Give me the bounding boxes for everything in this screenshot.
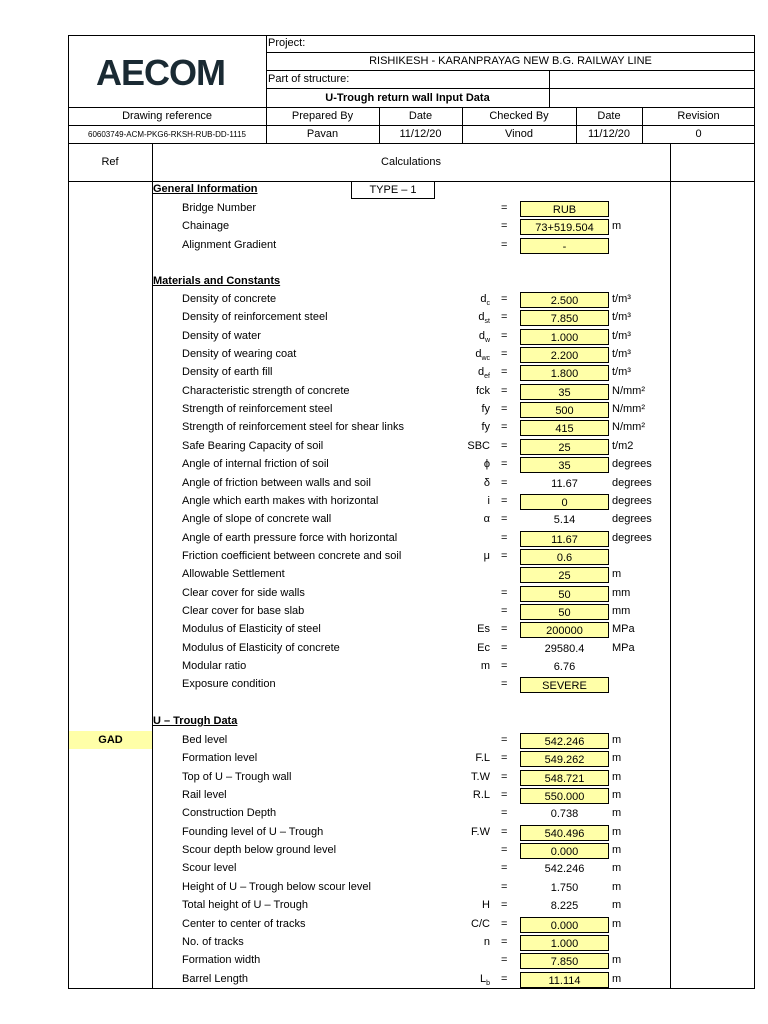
row-label: Angle which earth makes with horizontal bbox=[182, 494, 379, 507]
row-input-value: - bbox=[520, 238, 609, 254]
col-prepared-by: Prepared By bbox=[291, 110, 354, 122]
row-computed-value: 11.67 bbox=[551, 477, 578, 490]
row-symbol: Es bbox=[477, 623, 490, 636]
row-input-value: 0.000 bbox=[520, 843, 609, 859]
checked-by-value: Vinod bbox=[505, 128, 533, 140]
row-label: Top of U – Trough wall bbox=[182, 770, 292, 783]
row-symbol: α bbox=[483, 513, 490, 526]
col-drawing-reference: Drawing reference bbox=[122, 110, 212, 122]
row-equals: = bbox=[501, 935, 508, 948]
row-symbol: μ bbox=[483, 549, 490, 562]
row-symbol: fck bbox=[475, 384, 490, 397]
row-unit: t/m³ bbox=[612, 329, 631, 342]
row-computed-value: 0.738 bbox=[550, 808, 579, 821]
row-input-value: 500 bbox=[520, 402, 609, 418]
row-unit: mm bbox=[612, 604, 631, 617]
row-input-value: 415 bbox=[520, 420, 609, 436]
row-equals: = bbox=[501, 476, 508, 489]
row-equals: = bbox=[501, 844, 508, 857]
row-computed-value: 542.246 bbox=[544, 863, 585, 876]
row-symbol: F.W bbox=[471, 825, 490, 838]
row-label: Strength of reinforcement steel bbox=[182, 403, 333, 416]
row-label: No. of tracks bbox=[182, 935, 244, 948]
row-label: Safe Bearing Capacity of soil bbox=[182, 439, 324, 452]
prepared-date-value: 11/12/20 bbox=[399, 128, 442, 140]
row-equals: = bbox=[501, 439, 508, 452]
row-label: Center to center of tracks bbox=[182, 917, 306, 930]
row-unit: N/mm² bbox=[612, 403, 645, 416]
row-unit: m bbox=[612, 899, 622, 912]
row-symbol: R.L bbox=[472, 789, 490, 802]
row-unit: m bbox=[612, 862, 622, 875]
row-label: Formation width bbox=[182, 954, 261, 967]
row-label: Angle of earth pressure force with horizontal bbox=[182, 531, 398, 544]
row-label: Bed level bbox=[182, 734, 228, 746]
revision-value: 0 bbox=[695, 128, 702, 140]
row-label: Scour depth below ground level bbox=[182, 844, 337, 857]
row-unit: t/m³ bbox=[612, 348, 631, 361]
row-input-value: 35 bbox=[520, 384, 609, 400]
row-unit: degrees bbox=[612, 458, 652, 471]
row-label: Barrel Length bbox=[182, 972, 249, 985]
project-name: RISHIKESH - KARANPRAYAG NEW B.G. RAILWAY LINE bbox=[369, 55, 652, 67]
row-input-value: 0.6 bbox=[520, 549, 609, 565]
row-equals: = bbox=[501, 311, 508, 324]
row-unit: m bbox=[612, 568, 622, 581]
row-label: Friction coefficient between concrete and soil bbox=[182, 549, 402, 562]
row-input-value: 2.200 bbox=[520, 347, 609, 363]
row-unit: degrees bbox=[612, 494, 652, 507]
row-label: Density of earth fill bbox=[182, 366, 273, 379]
row-unit: t/m³ bbox=[612, 293, 631, 305]
row-equals: = bbox=[501, 348, 508, 361]
row-computed-value: 1.750 bbox=[550, 881, 579, 894]
row-symbol: $d_c$ bbox=[480, 293, 490, 308]
row-input-value: 50 bbox=[520, 586, 609, 602]
row-input-value: 200000 bbox=[520, 622, 609, 638]
row-symbol: fy bbox=[481, 421, 490, 434]
row-computed-value: 5.14 bbox=[553, 514, 576, 527]
row-unit: m bbox=[612, 789, 622, 802]
row-computed-value: 29580.4 bbox=[544, 642, 585, 655]
row-input-value: 25 bbox=[520, 567, 609, 583]
row-label: Alignment Gradient bbox=[182, 238, 277, 251]
row-equals: = bbox=[501, 220, 508, 233]
row-equals: = bbox=[501, 825, 508, 838]
row-symbol: $L_b$ bbox=[479, 972, 490, 987]
row-symbol: C/C bbox=[471, 917, 490, 930]
row-unit: degrees bbox=[612, 531, 652, 544]
part-of-structure-label: Part of structure: bbox=[268, 73, 350, 85]
row-unit: m bbox=[612, 954, 622, 967]
row-input-value: 2.500 bbox=[520, 292, 609, 308]
row-label: Exposure condition bbox=[182, 678, 276, 691]
row-label: Density of concrete bbox=[182, 293, 277, 305]
row-symbol: T.W bbox=[471, 770, 490, 783]
row-unit: t/m³ bbox=[612, 366, 631, 379]
row-symbol: fy bbox=[481, 403, 490, 416]
row-unit: m bbox=[612, 972, 622, 985]
gad-ref-tag: GAD bbox=[69, 731, 152, 749]
row-input-value: 0.000 bbox=[520, 917, 609, 933]
row-equals: = bbox=[501, 494, 508, 507]
row-input-value: SEVERE bbox=[520, 677, 609, 693]
row-label: Clear cover for base slab bbox=[182, 604, 305, 617]
row-unit: m bbox=[612, 844, 622, 857]
row-equals: = bbox=[501, 531, 508, 544]
row-unit: degrees bbox=[612, 513, 652, 526]
row-label: Bridge Number bbox=[182, 202, 256, 214]
section-general-information: General Information bbox=[153, 183, 258, 195]
row-equals: = bbox=[501, 641, 508, 654]
row-label: Angle of internal friction of soil bbox=[182, 458, 329, 471]
row-label: Scour level bbox=[182, 862, 237, 875]
row-unit: m bbox=[612, 752, 622, 765]
row-input-value: 7.850 bbox=[520, 953, 609, 969]
row-equals: = bbox=[501, 421, 508, 434]
prepared-by-value: Pavan bbox=[306, 128, 339, 140]
row-input-value: 11.67 bbox=[520, 531, 609, 547]
row-label: Construction Depth bbox=[182, 807, 277, 820]
row-symbol: m bbox=[480, 660, 490, 672]
row-equals: = bbox=[501, 384, 508, 397]
row-equals: = bbox=[501, 678, 508, 691]
col-revision: Revision bbox=[677, 110, 720, 122]
row-equals: = bbox=[501, 549, 508, 562]
row-unit: mm bbox=[612, 586, 631, 599]
row-symbol: Ec bbox=[477, 641, 490, 654]
row-computed-value: 8.225 bbox=[550, 900, 579, 913]
col-date-checked: Date bbox=[597, 110, 621, 122]
row-equals: = bbox=[501, 458, 508, 471]
checked-date-value: 11/12/20 bbox=[587, 128, 630, 140]
row-label: Chainage bbox=[182, 220, 230, 233]
row-label: Angle of slope of concrete wall bbox=[182, 513, 332, 526]
row-equals: = bbox=[501, 880, 508, 893]
row-label: Modulus of Elasticity of concrete bbox=[182, 641, 340, 654]
row-equals: = bbox=[501, 366, 508, 379]
row-unit: m bbox=[612, 220, 622, 233]
row-input-value: 35 bbox=[520, 457, 609, 473]
row-symbol: $d_{ef}$ bbox=[478, 366, 490, 381]
row-label: Height of U – Trough below scour level bbox=[182, 880, 371, 893]
row-label: Allowable Settlement bbox=[182, 568, 285, 581]
drawing-reference-value: 60603749-ACM-PKG6-RKSH-RUB-DD-1115 bbox=[88, 129, 246, 139]
row-equals: = bbox=[501, 734, 508, 746]
row-label: Total height of U – Trough bbox=[182, 899, 308, 912]
row-input-value: 50 bbox=[520, 604, 609, 620]
row-unit: N/mm² bbox=[612, 421, 645, 434]
row-unit: m bbox=[612, 825, 622, 838]
col-checked-by: Checked By bbox=[489, 110, 549, 122]
row-unit: degrees bbox=[612, 476, 652, 489]
row-unit: m bbox=[612, 917, 622, 930]
row-input-value: 73+519.504 bbox=[520, 219, 609, 235]
project-label: Project: bbox=[268, 37, 306, 49]
row-input-value: 549.262 bbox=[520, 751, 609, 767]
row-input-value: 25 bbox=[520, 439, 609, 455]
row-label: Formation level bbox=[182, 752, 258, 765]
row-equals: = bbox=[501, 862, 508, 875]
row-symbol: n bbox=[483, 935, 490, 948]
row-label: Clear cover for side walls bbox=[182, 586, 305, 599]
row-input-value: 0 bbox=[520, 494, 609, 510]
row-symbol: δ bbox=[483, 476, 490, 489]
row-equals: = bbox=[501, 403, 508, 416]
row-unit: MPa bbox=[612, 641, 635, 654]
row-unit: m bbox=[612, 880, 622, 893]
row-label: Characteristic strength of concrete bbox=[182, 384, 350, 397]
row-unit: t/m³ bbox=[612, 311, 631, 324]
row-input-value: 1.800 bbox=[520, 365, 609, 381]
row-unit: m bbox=[612, 807, 622, 820]
row-label: Strength of reinforcement steel for shear links bbox=[182, 421, 404, 434]
type-tag: TYPE – 1 bbox=[351, 181, 435, 199]
row-symbol: $d_w$ bbox=[478, 329, 490, 344]
row-input-value: 1.000 bbox=[520, 935, 609, 951]
aecom-logo: AECOM bbox=[96, 52, 225, 93]
row-equals: = bbox=[501, 329, 508, 342]
row-input-value: RUB bbox=[520, 201, 609, 217]
part-of-structure-name: U-Trough return wall Input Data bbox=[325, 91, 490, 104]
row-label: Rail level bbox=[182, 789, 227, 802]
row-label: Density of wearing coat bbox=[182, 348, 297, 361]
row-equals: = bbox=[501, 623, 508, 636]
row-equals: = bbox=[501, 770, 508, 783]
row-label: Density of water bbox=[182, 329, 261, 342]
section-materials-constants: Materials and Constants bbox=[153, 275, 281, 287]
row-equals: = bbox=[501, 807, 508, 820]
row-symbol: SBC bbox=[467, 439, 490, 452]
row-symbol: $d_{wc}$ bbox=[475, 348, 490, 363]
row-symbol: F.L bbox=[475, 752, 490, 765]
row-equals: = bbox=[501, 899, 508, 912]
row-unit: N/mm² bbox=[612, 384, 645, 397]
row-unit: t/m2 bbox=[612, 439, 634, 452]
row-input-value: 1.000 bbox=[520, 329, 609, 345]
row-symbol: ϕ bbox=[483, 458, 490, 471]
row-equals: = bbox=[501, 586, 508, 599]
row-input-value: 548.721 bbox=[520, 770, 609, 786]
row-equals: = bbox=[501, 660, 508, 672]
row-label: Founding level of U – Trough bbox=[182, 825, 324, 838]
row-symbol: H bbox=[482, 899, 490, 912]
row-equals: = bbox=[501, 954, 508, 967]
row-input-value: 542.246 bbox=[520, 733, 609, 749]
col-date-prepared: Date bbox=[408, 110, 433, 122]
row-equals: = bbox=[501, 293, 508, 305]
row-computed-value: 6.76 bbox=[553, 661, 576, 673]
row-label: Angle of friction between walls and soil bbox=[182, 476, 371, 489]
row-input-value: 550.000 bbox=[520, 788, 609, 804]
row-input-value: 11.114 bbox=[520, 972, 609, 988]
row-label: Modular ratio bbox=[182, 660, 247, 672]
row-equals: = bbox=[501, 238, 508, 251]
row-label: Modulus of Elasticity of steel bbox=[182, 623, 321, 636]
row-equals: = bbox=[501, 604, 508, 617]
row-equals: = bbox=[501, 752, 508, 765]
row-equals: = bbox=[501, 917, 508, 930]
row-input-value: 540.496 bbox=[520, 825, 609, 841]
row-unit: m bbox=[612, 770, 622, 783]
row-symbol: $d_{st}$ bbox=[478, 311, 490, 326]
ref-column-header: Ref bbox=[101, 156, 119, 168]
section-u-trough-data: U – Trough Data bbox=[153, 715, 238, 727]
row-equals: = bbox=[501, 789, 508, 802]
row-input-value: 7.850 bbox=[520, 310, 609, 326]
calculations-column-header: Calculations bbox=[381, 156, 441, 168]
row-symbol: i bbox=[487, 494, 490, 507]
row-unit: MPa bbox=[612, 623, 635, 636]
row-equals: = bbox=[501, 972, 508, 985]
row-equals: = bbox=[501, 513, 508, 526]
row-equals: = bbox=[501, 202, 508, 214]
row-unit: m bbox=[612, 734, 622, 746]
row-label: Density of reinforcement steel bbox=[182, 311, 328, 324]
